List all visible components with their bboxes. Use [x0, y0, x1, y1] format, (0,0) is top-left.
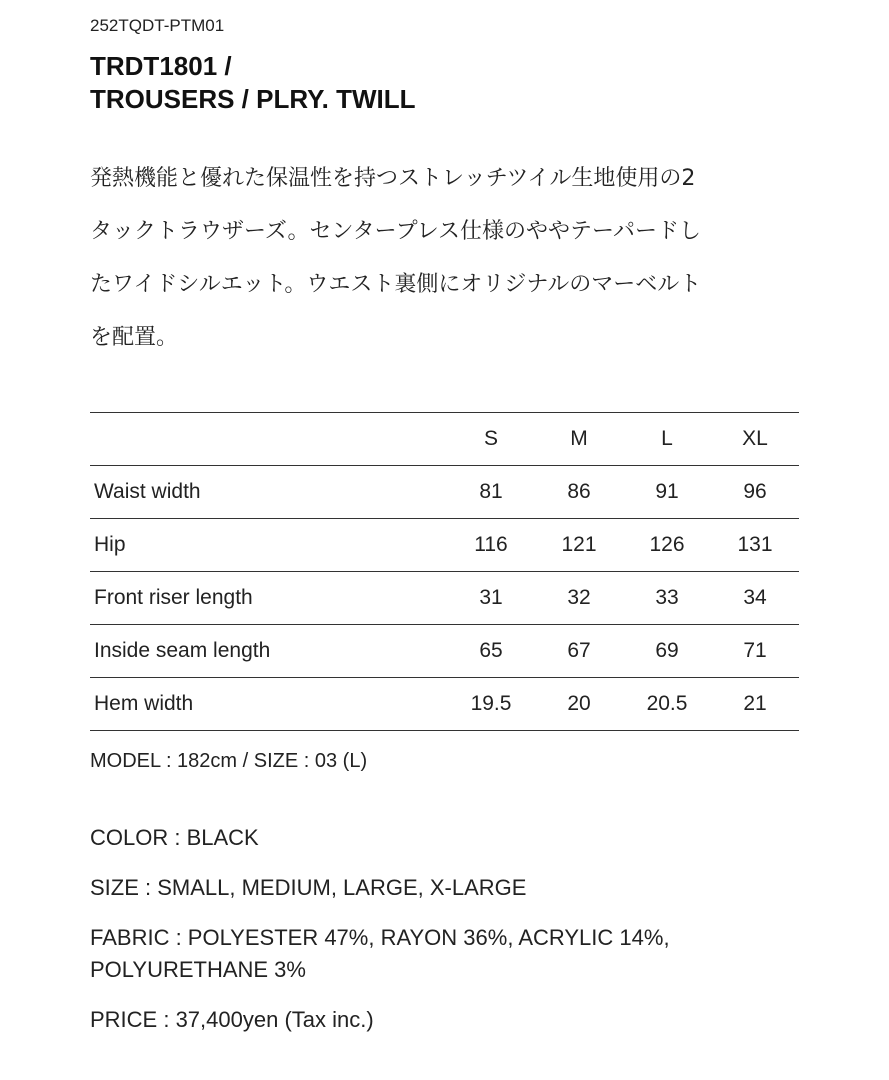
- row-value: 131: [711, 519, 799, 572]
- header-cell-xl: XL: [711, 413, 799, 466]
- description-line: タックトラウザーズ。センタープレス仕様のややテーパードし: [90, 219, 701, 244]
- spec-fabric-line-2: POLYURETHANE 3%: [90, 957, 306, 982]
- product-specs: [90, 822, 810, 1036]
- row-value: 20: [535, 678, 623, 731]
- row-value: 32: [535, 572, 623, 625]
- header-cell-empty: [90, 413, 447, 466]
- model-note: MODEL : 182cm / SIZE : 03 (L): [90, 750, 368, 772]
- description-line: 発熱機能と優れた保温性を持つストレッチツイル生地使用の2: [90, 166, 696, 191]
- header-cell-l: L: [623, 413, 711, 466]
- row-label: Hip: [90, 519, 447, 572]
- size-table-header-row: [90, 413, 799, 466]
- row-value: 69: [623, 625, 711, 678]
- spec-fabric: [90, 922, 810, 986]
- title-line-1: TRDT1801 /: [90, 51, 232, 81]
- row-value: 91: [623, 466, 711, 519]
- spec-color: COLOR : BLACK: [90, 825, 259, 850]
- table-row: [90, 678, 799, 731]
- row-label: Hem width: [90, 678, 447, 731]
- table-row: [90, 625, 799, 678]
- row-value: 33: [623, 572, 711, 625]
- description-line: たワイドシルエット。ウエスト裏側にオリジナルのマーベルト: [90, 272, 702, 297]
- row-value: 71: [711, 625, 799, 678]
- row-label: Inside seam length: [90, 625, 447, 678]
- table-row: [90, 519, 799, 572]
- size-table: [90, 412, 799, 731]
- table-row: [90, 572, 799, 625]
- row-value: 81: [447, 466, 535, 519]
- row-value: 31: [447, 572, 535, 625]
- row-value: 116: [447, 519, 535, 572]
- row-value: 121: [535, 519, 623, 572]
- description-line: を配置。: [90, 325, 179, 350]
- title-line-2: TROUSERS / PLRY. TWILL: [90, 84, 416, 114]
- spec-price: PRICE : 37,400yen (Tax inc.): [90, 1007, 374, 1032]
- row-value: 19.5: [447, 678, 535, 731]
- spec-fabric-line-1: FABRIC : POLYESTER 47%, RAYON 36%, ACRYLIC 14%,: [90, 925, 670, 950]
- row-label: Waist width: [90, 466, 447, 519]
- product-code: 252TQDT-PTM01: [90, 16, 225, 35]
- header-cell-s: S: [447, 413, 535, 466]
- row-value: 67: [535, 625, 623, 678]
- row-label: Front riser length: [90, 572, 447, 625]
- spec-size: SIZE : SMALL, MEDIUM, LARGE, X-LARGE: [90, 875, 527, 900]
- row-value: 96: [711, 466, 799, 519]
- row-value: 34: [711, 572, 799, 625]
- product-title: [90, 50, 415, 116]
- table-row: [90, 466, 799, 519]
- row-value: 126: [623, 519, 711, 572]
- header-cell-m: M: [535, 413, 623, 466]
- row-value: 21: [711, 678, 799, 731]
- product-description: [90, 152, 810, 364]
- row-value: 65: [447, 625, 535, 678]
- row-value: 86: [535, 466, 623, 519]
- row-value: 20.5: [623, 678, 711, 731]
